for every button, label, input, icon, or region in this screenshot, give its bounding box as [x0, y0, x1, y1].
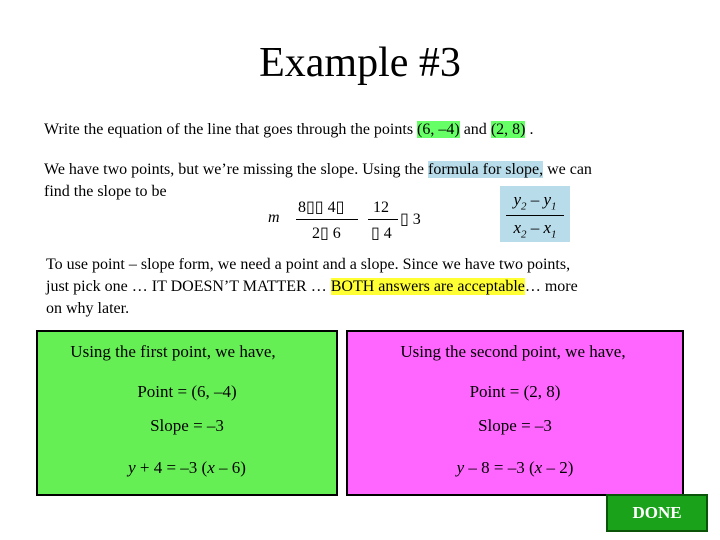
formula-for-slope-link[interactable]: formula for slope,	[427, 161, 544, 178]
slope-fraction-bar-left	[296, 219, 358, 220]
formula-numerator: $y_2 - y_1$	[513, 190, 557, 213]
formula-denominator: $x_2 - x_1$	[513, 218, 557, 241]
problem-and: and	[463, 121, 487, 138]
slope-calc-numerator-mid: 12	[373, 199, 389, 216]
second-point-equation: y – 8 = –3 (x – 2)	[456, 458, 574, 477]
point-slope-line3: on why later.	[46, 300, 130, 317]
point-slope-line2-prefix: just pick one … IT DOESN’T MATTER …	[46, 278, 327, 295]
slope-intro-line2: find the slope to be	[44, 183, 167, 200]
second-point-heading: Using the second point, we have,	[400, 342, 626, 361]
done-button[interactable]: DONE	[606, 494, 708, 532]
second-point-panel	[346, 330, 684, 496]
formula-fraction-bar	[506, 215, 564, 216]
first-point-panel	[36, 330, 338, 496]
point2-highlight[interactable]: (2, 8)	[490, 121, 526, 138]
point-slope-line1: To use point – slope form, we need a point and a slope. Since we have two points,	[46, 256, 571, 273]
slope-intro-suffix: we can	[547, 161, 592, 178]
slope-intro-prefix: We have two points, but we’re missing the slope. Using the	[44, 161, 424, 178]
both-acceptable-highlight[interactable]: BOTH answers are acceptable	[330, 278, 525, 295]
point-slope-line2	[46, 276, 578, 298]
slope-m: m	[268, 209, 280, 226]
slope-intro-line1	[44, 159, 592, 181]
problem-prefix: Write the equation of the line that goes through the points	[44, 121, 414, 138]
problem-suffix: .	[529, 121, 534, 138]
slope-calc-denominator-left: 2▯ 6	[312, 225, 341, 242]
point-slope-line2-suffix: … more	[524, 278, 578, 295]
first-point-equation: y + 4 = –3 (x – 6)	[128, 458, 246, 477]
second-point-point: Point = (2, 8)	[469, 382, 561, 401]
slide-title: Example #3	[259, 40, 461, 86]
slope-formula-box	[500, 186, 570, 242]
slope-fraction-bar-mid	[368, 219, 398, 220]
first-point-slope: Slope = –3	[150, 416, 224, 435]
slope-calc-result: ▯ 3	[400, 211, 421, 228]
slope-calculation	[268, 196, 448, 246]
point1-highlight[interactable]: (6, –4)	[417, 121, 460, 138]
slope-calc-numerator-left: 8▯▯ 4▯	[298, 199, 345, 216]
second-point-slope: Slope = –3	[478, 416, 552, 435]
problem-statement	[44, 119, 533, 141]
first-point-point: Point = (6, –4)	[137, 382, 237, 401]
slope-calc-denominator-mid: ▯ 4	[371, 225, 392, 242]
first-point-heading: Using the first point, we have,	[70, 342, 276, 361]
